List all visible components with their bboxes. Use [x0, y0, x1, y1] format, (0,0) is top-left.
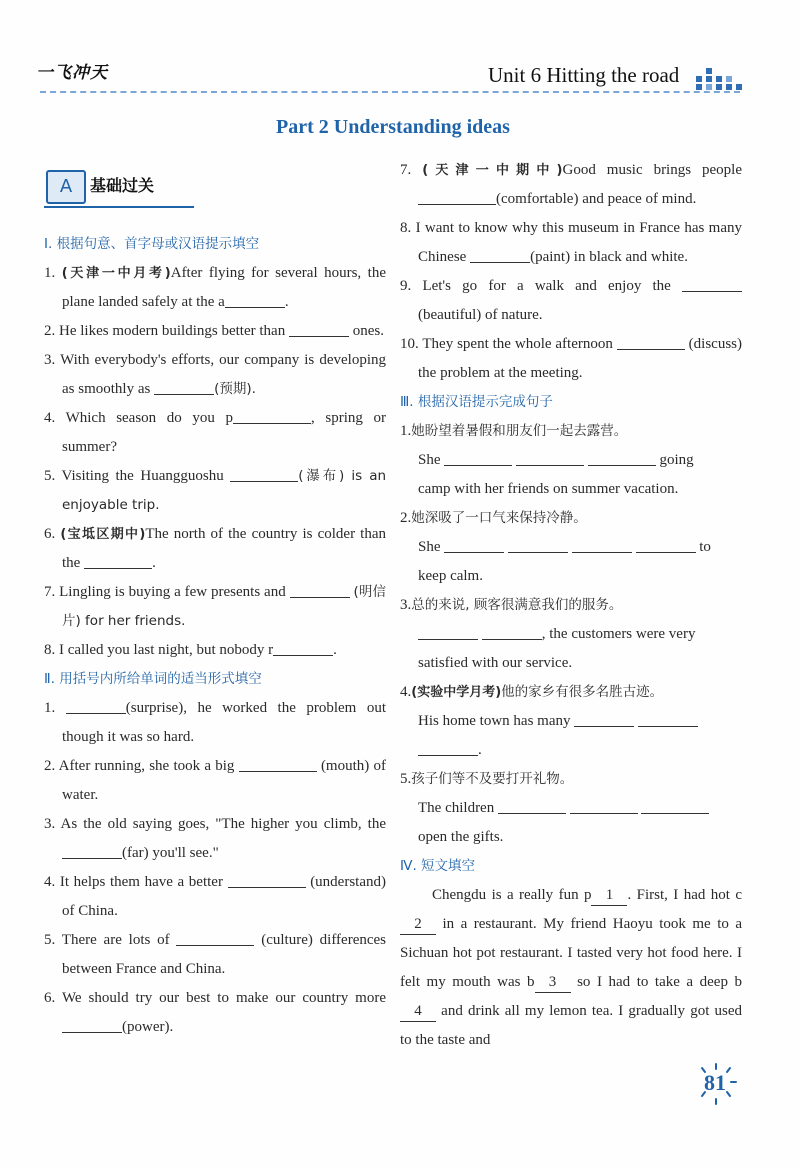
answer-blank[interactable]: [154, 376, 214, 395]
answer-blank[interactable]: [225, 289, 285, 308]
answer-blank[interactable]: [233, 405, 311, 424]
answer-blank[interactable]: [239, 753, 317, 772]
answer-line: , the customers were very satisfied with our service.: [400, 620, 742, 678]
answer-blank[interactable]: [444, 447, 512, 466]
answer-blank[interactable]: [418, 737, 478, 756]
list-item: 6. We should try our best to make our country more (power).: [44, 990, 386, 1035]
decorative-blocks-icon: [696, 66, 742, 92]
answer-blank[interactable]: [636, 534, 696, 553]
list-item: 8. I called you last night, but nobody r .: [44, 636, 386, 665]
list-item: 1.她盼望着暑假和朋友们一起去露营。: [400, 423, 628, 439]
section-4-title: Ⅳ. 短文填空: [400, 858, 476, 874]
answer-blank[interactable]: [62, 840, 122, 859]
answer-blank[interactable]: [444, 534, 504, 553]
list-item: 4. It helps them have a better (understand) of China.: [44, 868, 386, 926]
list-item: 2. He likes modern buildings better than ones.: [44, 317, 386, 346]
answer-blank[interactable]: [570, 795, 638, 814]
answer-blank[interactable]: [84, 550, 152, 569]
answer-blank[interactable]: [66, 695, 126, 714]
header-divider: [40, 91, 740, 93]
answer-blank[interactable]: [516, 447, 584, 466]
list-item: 4. Which season do you p , spring or summer?: [44, 404, 386, 462]
answer-blank[interactable]: [290, 579, 350, 598]
list-item: 9. Let's go for a walk and enjoy the (beautiful) of nature.: [400, 272, 742, 330]
list-item: 6. (宝坻区期中)The north of the country is colder than the .: [44, 526, 387, 571]
part-title: Part 2 Understanding ideas: [276, 116, 510, 138]
list-item: 1. (天津一中月考)After flying for several hours, the plane landed safely at the a .: [44, 265, 386, 310]
page-number: 81: [704, 1070, 726, 1095]
answer-blank[interactable]: [572, 534, 632, 553]
answer-line: She going camp with her friends on summer vacation.: [400, 446, 742, 504]
answer-blank[interactable]: [638, 708, 698, 727]
answer-line: His home town has many .: [400, 707, 742, 765]
answer-blank[interactable]: [682, 273, 742, 292]
answer-blank[interactable]: [176, 927, 254, 946]
list-item: 3. As the old saying goes, "The higher you climb, the (far) you'll see.": [44, 816, 386, 861]
badge-underline: [44, 206, 194, 208]
answer-blank[interactable]: [418, 621, 478, 640]
left-column: [44, 170, 386, 1042]
answer-blank[interactable]: [230, 463, 298, 482]
passage-text: Chengdu is a really fun p 1 . First, I had hot c2 in a restaurant. My friend Haoyu took me to a Sichuan hot pot restaurant. I tasted very hot food here. I felt my mouth was b 3 so I had to take a deep b4 and drink all my lemon tea. I gradually got used to the taste and: [400, 887, 743, 1048]
answer-blank[interactable]: [470, 244, 530, 263]
list-item: 8. I want to know why this museum in France has many Chinese (paint) in black and white.: [400, 220, 743, 265]
section-1-title: Ⅰ. 根据句意、首字母或汉语提示填空: [44, 236, 260, 252]
answer-blank[interactable]: [617, 331, 685, 350]
list-item: 5. There are lots of (culture) differences between France and China.: [44, 926, 386, 984]
answer-blank[interactable]: [228, 869, 306, 888]
answer-blank[interactable]: [273, 637, 333, 656]
list-item: 7. Lingling is buying a few presents and (明信片) for her friends.: [44, 578, 386, 636]
badge-title: 基础过关: [90, 176, 155, 195]
answer-line: The children open the gifts.: [400, 794, 742, 852]
list-item: 2.她深吸了一口气来保持冷静。: [400, 510, 587, 526]
list-item: 3. With everybody's efforts, our company is developing as smoothly as (预期).: [44, 352, 386, 397]
numbered-blank[interactable]: 2: [400, 914, 436, 935]
numbered-blank[interactable]: 1: [591, 885, 627, 906]
list-item: 10. They spent the whole afternoon (discuss) the problem at the meeting.: [400, 330, 742, 388]
right-column: [400, 156, 742, 1055]
answer-line: She to keep calm.: [400, 533, 742, 591]
numbered-blank[interactable]: 3: [535, 972, 571, 993]
book-icon: A: [46, 170, 86, 204]
list-item: 1. (surprise), he worked the problem out though it was so hard.: [44, 694, 386, 752]
list-item: 5. Visiting the Huangguoshu (瀑布) is an enjoyable trip.: [44, 462, 386, 520]
list-item: 5.孩子们等不及要打开礼物。: [400, 771, 574, 787]
answer-blank[interactable]: [418, 186, 496, 205]
answer-blank[interactable]: [62, 1014, 122, 1033]
brand-logo: 一飞冲天: [36, 63, 108, 83]
section-badge: [44, 170, 386, 220]
list-item: 7. (天津一中期中)Good music brings people (comfortable) and peace of mind.: [400, 162, 742, 207]
list-item: 2. After running, she took a big (mouth) of water.: [44, 752, 386, 810]
list-item: 4.(实验中学月考)他的家乡有很多名胜古迹。: [400, 684, 664, 700]
answer-blank[interactable]: [641, 795, 709, 814]
answer-blank[interactable]: [574, 708, 634, 727]
unit-title: Unit 6 Hitting the road: [488, 63, 680, 87]
answer-blank[interactable]: [588, 447, 656, 466]
numbered-blank[interactable]: 4: [400, 1001, 436, 1022]
section-2-title: Ⅱ. 用括号内所给单词的适当形式填空: [44, 671, 262, 687]
answer-blank[interactable]: [508, 534, 568, 553]
section-3-title: Ⅲ. 根据汉语提示完成句子: [400, 394, 553, 410]
answer-blank[interactable]: [482, 621, 542, 640]
list-item: 3.总的来说, 顾客很满意我们的服务。: [400, 597, 623, 613]
answer-blank[interactable]: [498, 795, 566, 814]
answer-blank[interactable]: [289, 318, 349, 337]
